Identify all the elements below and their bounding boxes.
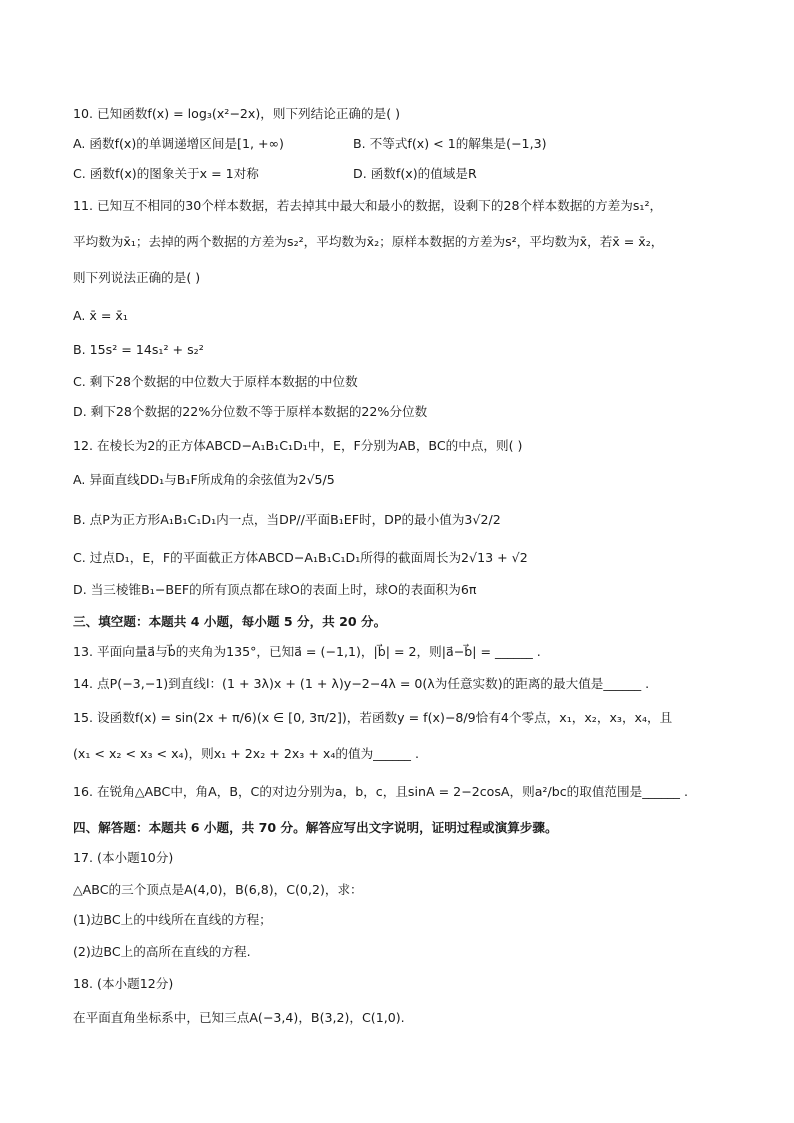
- section-solve-heading: 四、解答题：本题共 6 小题，共 70 分。解答应写出文字说明，证明过程或演算步骤。: [73, 820, 558, 835]
- section-fill-in-heading: 三、填空题：本题共 4 小题，每小题 5 分，共 20 分。: [73, 614, 387, 629]
- q10-option-b: B. 不等式f(x) < 1的解集是(−1,3): [353, 136, 547, 151]
- q12-option-c: C. 过点D₁，E，F的平面截正方体ABCD−A₁B₁C₁D₁所得的截面周长为2√13 + √2: [73, 550, 528, 565]
- q13-stem: 13. 平面向量a⃗与b⃗的夹角为135°，已知a⃗ = (−1,1)，|b⃗| = 2，则|a⃗−b⃗| = ______ .: [73, 644, 541, 659]
- q11-stem-line3: 则下列说法正确的是( ): [73, 270, 201, 285]
- q11-option-d: D. 剩下28个数据的22%分位数不等于原样本数据的22%分位数: [73, 404, 428, 419]
- q17-title: 17. (本小题10分): [73, 850, 174, 865]
- q11-option-a: A. x̄ = x̄₁: [73, 308, 128, 323]
- q12-option-d: D. 当三棱锥B₁−BEF的所有顶点都在球O的表面上时，球O的表面积为6π: [73, 582, 477, 597]
- q12-stem: 12. 在棱长为2的正方体ABCD−A₁B₁C₁D₁中，E，F分别为AB，BC的中点，则( ): [73, 438, 523, 453]
- q10-option-c: C. 函数f(x)的图象关于x = 1对称: [73, 166, 259, 181]
- q11-stem-line1: 11. 已知互不相同的30个样本数据，若去掉其中最大和最小的数据，设剩下的28个样本数据的方差为s₁²，: [73, 198, 663, 213]
- q10-options-row1: [73, 136, 733, 160]
- q10-options-row2: [73, 166, 733, 190]
- q18-stem: 在平面直角坐标系中，已知三点A(−3,4)，B(3,2)，C(1,0).: [73, 1010, 405, 1025]
- q10-stem: 10. 已知函数f(x) = log₃(x²−2x)，则下列结论正确的是( ): [73, 106, 401, 121]
- q15-stem-line2: (x₁ < x₂ < x₃ < x₄)，则x₁ + 2x₂ + 2x₃ + x₄的值为______ .: [73, 746, 419, 761]
- q18-title: 18. (本小题12分): [73, 976, 174, 991]
- q11-option-c: C. 剩下28个数据的中位数大于原样本数据的中位数: [73, 374, 358, 389]
- q17-stem: △ABC的三个顶点是A(4,0)，B(6,8)，C(0,2)，求：: [73, 882, 363, 897]
- q11-stem-line2: 平均数为x̄₁；去掉的两个数据的方差为s₂²，平均数为x̄₂；原样本数据的方差为s²，平均数为x̄，若x̄ = x̄₂，: [73, 234, 664, 249]
- q12-option-b: B. 点P为正方形A₁B₁C₁D₁内一点，当DP//平面B₁EF时，DP的最小值为3√2/2: [73, 512, 501, 527]
- q10-option-a: A. 函数f(x)的单调递增区间是[1, +∞): [73, 136, 284, 151]
- q11-option-b: B. 15s² = 14s₁² + s₂²: [73, 342, 204, 357]
- q12-option-a: A. 异面直线DD₁与B₁F所成角的余弦值为2√5/5: [73, 472, 335, 487]
- q15-stem-line1: 15. 设函数f(x) = sin(2x + π/6)(x ∈ [0, 3π/2])，若函数y = f(x)−8/9恰有4个零点，x₁，x₂，x₃，x₄，且: [73, 710, 673, 725]
- q14-stem: 14. 点P(−3,−1)到直线l：(1 + 3λ)x + (1 + λ)y−2−4λ = 0(λ为任意实数)的距离的最大值是______ .: [73, 676, 650, 691]
- q10-option-d: D. 函数f(x)的值域是R: [353, 166, 477, 181]
- q17-part1: (1)边BC上的中线所在直线的方程；: [73, 912, 272, 927]
- q16-stem: 16. 在锐角△ABC中，角A，B，C的对边分别为a，b，c，且sinA = 2−2cosA，则a²/bc的取值范围是______ .: [73, 784, 688, 799]
- q17-part2: (2)边BC上的高所在直线的方程.: [73, 944, 251, 959]
